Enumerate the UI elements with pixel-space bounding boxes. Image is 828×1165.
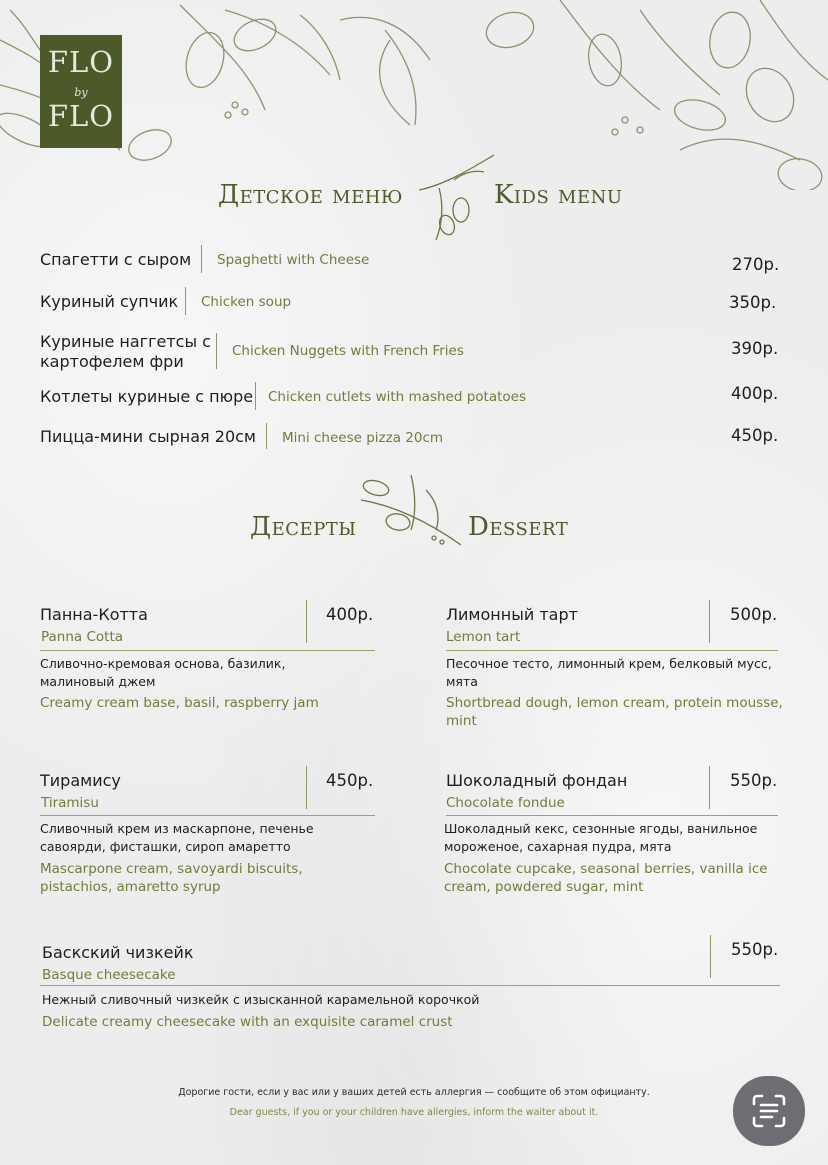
dessert-name: Лимонный тарт	[446, 605, 578, 624]
dessert-name-en: Basque cheesecake	[42, 967, 176, 983]
separator-line	[40, 985, 780, 986]
scan-text-button[interactable]	[733, 1076, 805, 1146]
divider	[306, 766, 307, 809]
dessert-desc-en: Mascarpone cream, savoyardi biscuits, pistachios, amaretto syrup	[40, 861, 303, 895]
dessert-desc-en: Shortbread dough, lemon cream, protein mousse, mint	[446, 695, 783, 729]
dessert-name-en: Tiramisu	[41, 795, 99, 811]
kids-item-en: Chicken cutlets with mashed potatoes	[268, 389, 526, 405]
desserts-heading-ru: Десерты	[250, 512, 357, 542]
kids-item-name: Куриный супчик	[40, 292, 179, 311]
dessert-desc-ru: Сливочно-кремовая основа, базилик, малиновый джем	[40, 656, 286, 689]
flo-by-flo-logo	[40, 35, 122, 148]
separator-line	[40, 650, 375, 651]
dessert-price: 450р.	[326, 771, 374, 790]
divider	[201, 245, 202, 273]
allergy-note-ru: Дорогие гости, если у вас или у ваших детей есть аллергия — сообщите об этом официанту.	[178, 1087, 650, 1098]
separator-line	[40, 815, 375, 816]
kids-item-name: картофелем фри	[40, 352, 184, 371]
kids-item-price: 450р.	[731, 426, 779, 445]
logo-line-2: by	[74, 86, 88, 99]
logo-line-1: FLO	[47, 45, 115, 79]
dessert-desc-en: Chocolate cupcake, seasonal berries, vanilla ice cream, powdered sugar, mint	[444, 861, 768, 895]
dessert-name-en: Lemon tart	[446, 629, 521, 645]
kids-item-en: Mini cheese pizza 20cm	[282, 430, 444, 446]
olive-branch-icon	[356, 470, 466, 555]
dessert-price: 550р.	[730, 771, 778, 790]
kids-heading-ru: Детское меню	[218, 180, 403, 210]
dessert-desc-ru: Нежный сливочный чизкейк с изысканной карамельной корочкой	[42, 992, 480, 1007]
desserts-heading-en: Dessert	[468, 512, 569, 542]
kids-item-price: 400р.	[731, 384, 779, 403]
kids-item-en: Spaghetti with Cheese	[217, 252, 370, 268]
kids-item-price: 270р.	[732, 255, 780, 274]
kids-item-name: Спагетти с сыром	[40, 250, 192, 269]
olive-branch-icon	[414, 150, 499, 245]
dessert-desc-en: Delicate creamy cheesecake with an exquisite caramel crust	[42, 1014, 453, 1030]
divider	[306, 600, 307, 643]
dessert-price: 550р.	[731, 940, 779, 959]
kids-heading-en: Kids menu	[494, 180, 623, 210]
divider	[185, 287, 186, 315]
dessert-desc-ru: Шоколадный кекс, сезонные ягоды, ванильное мороженое, сахарная пудра, мята	[444, 821, 758, 854]
allergy-note-en: Dear guests, if you or your children have allergies, inform the waiter about it.	[229, 1107, 599, 1118]
divider	[710, 935, 711, 978]
separator-line	[446, 815, 778, 816]
divider	[255, 382, 256, 410]
dessert-name: Баскский чизкейк	[42, 943, 194, 962]
logo-line-3: FLO	[47, 99, 115, 133]
dessert-name-en: Panna Cotta	[41, 629, 124, 645]
dessert-name-en: Chocolate fondue	[446, 795, 565, 811]
dessert-price: 500р.	[730, 605, 778, 624]
dessert-price: 400р.	[326, 605, 374, 624]
divider	[266, 423, 267, 449]
dessert-name: Шоколадный фондан	[446, 771, 628, 790]
kids-item-name: Котлеты куриные с пюре	[40, 387, 254, 406]
kids-item-name: Пицца-мини сырная 20см	[40, 427, 256, 446]
kids-item-price: 390р.	[731, 339, 779, 358]
divider	[216, 333, 217, 369]
separator-line	[446, 650, 778, 651]
divider	[709, 766, 710, 809]
kids-item-en: Chicken soup	[201, 294, 292, 310]
dessert-name: Панна-Котта	[40, 605, 148, 624]
divider	[709, 600, 710, 643]
kids-item-price: 350р.	[729, 293, 777, 312]
dessert-desc-ru: Сливочный крем из маскарпоне, печенье савоярди, фисташки, сироп амаретто	[40, 821, 314, 854]
dessert-desc-ru: Песочное тесто, лимонный крем, белковый мусс, мята	[446, 656, 772, 689]
kids-item-en: Chicken Nuggets with French Fries	[232, 343, 464, 359]
dessert-desc-en: Creamy cream base, basil, raspberry jam	[40, 695, 319, 711]
scan-text-icon	[751, 1093, 787, 1129]
dessert-name: Тирамису	[40, 771, 121, 790]
kids-item-name: Куриные наггетсы с	[40, 332, 211, 351]
